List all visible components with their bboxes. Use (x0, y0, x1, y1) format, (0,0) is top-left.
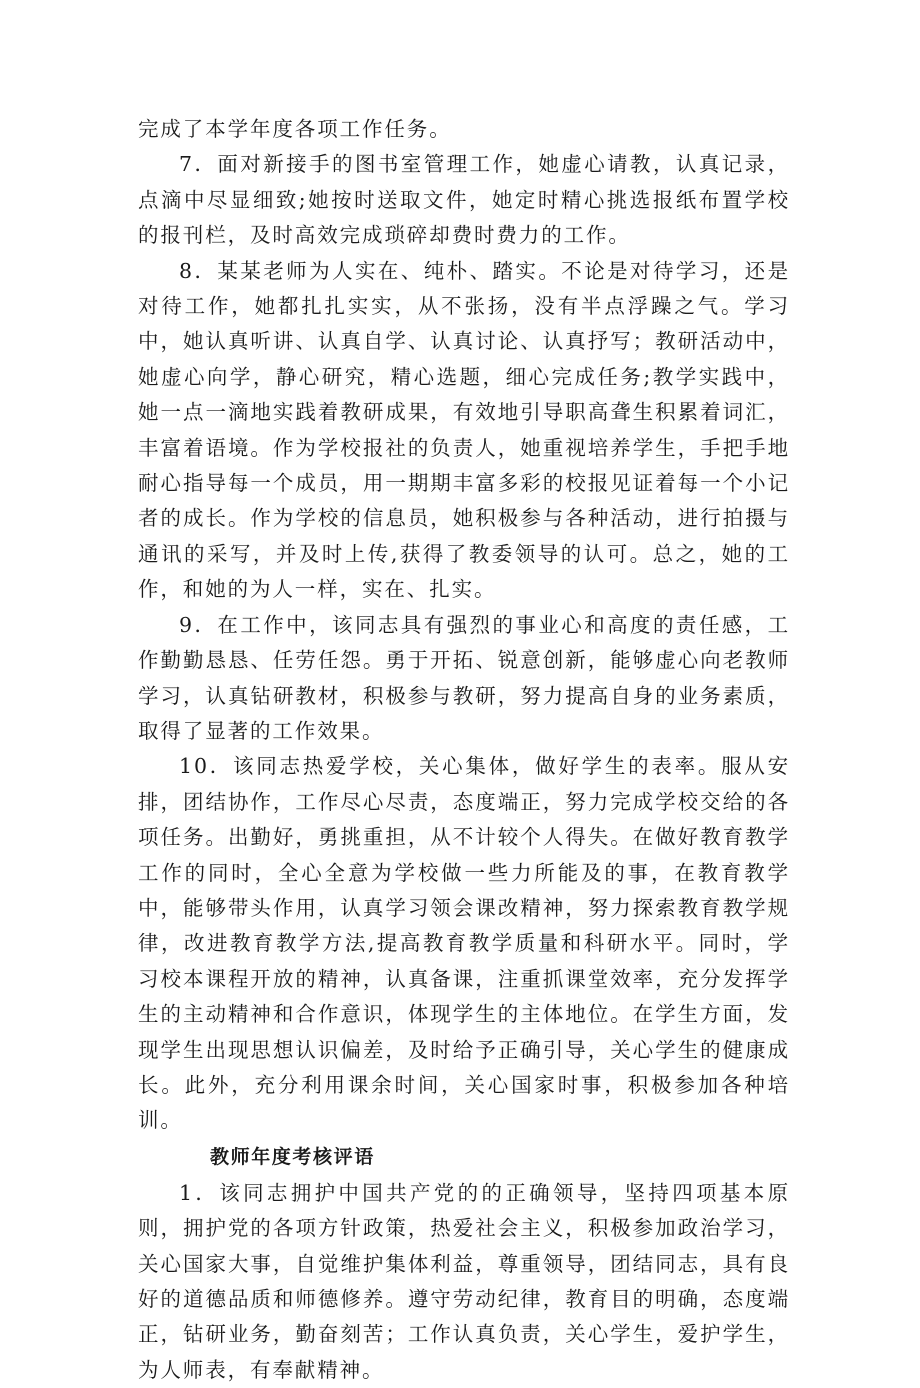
document-body (138, 112, 790, 1388)
paragraph-item-9: 9．在工作中，该同志具有强烈的事业心和高度的责任感，工作勤勤恳恳、任劳任怨。勇于开拓、锐意创新，能够虚心向老教师学习，认真钻研教材，积极参与教研，努力提高自身的业务素质，取得了显著的工作效果。 (138, 612, 790, 743)
paragraph-item-7: 7．面对新接手的图书室管理工作，她虚心请教，认真记录，点滴中尽显细致;她按时送取文件，她定时精心挑选报纸布置学校的报刊栏，及时高效完成琐碎却费时费力的工作。 (138, 152, 790, 248)
paragraph-item-8: 8．某某老师为人实在、纯朴、踏实。不论是对待学习，还是对待工作，她都扎扎实实，从不张扬，没有半点浮躁之气。学习中，她认真听讲、认真自学、认真讨论、认真抒写；教研活动中，她虚心向学，静心研究，精心选题，细心完成任务;教学实践中，她一点一滴地实践着教研成果，有效地引导职高聋生积累着词汇，丰富着语境。作为学校报社的负责人，她重视培养学生，手把手地耐心指导每一个成员，用一期期丰富多彩的校报见证着每一个小记者的成长。作为学校的信息员，她积极参与各种活动，进行拍摄与通讯的采写，并及时上传,获得了教委领导的认可。总之，她的工作，和她的为人一样，实在、扎实。 (138, 258, 790, 602)
paragraph-continuation: 完成了本学年度各项工作任务。 (138, 117, 452, 141)
section-paragraph-item-1: 1．该同志拥护中国共产党的的正确领导，坚持四项基本原则，拥护党的各项方针政策，热爱社会主义，积极参加政治学习，关心国家大事，自觉维护集体利益，尊重领导，团结同志，具有良好的道德品质和师德修养。遵守劳动纪律，教育目的明确，态度端正，钻研业务，勤奋刻苦；工作认真负责，关心学生，爱护学生，为人师表，有奉献精神。 (138, 1180, 790, 1382)
paragraph-item-10: 10．该同志热爱学校，关心集体，做好学生的表率。服从安排，团结协作，工作尽心尽责，态度端正，努力完成学校交给的各项任务。出勤好，勇挑重担，从不计较个人得失。在做好教育教学工作的同时，全心全意为学校做一些力所能及的事，在教育教学中，能够带头作用，认真学习领会课改精神，努力探索教育教学规律，改进教育教学方法,提高教育教学质量和科研水平。同时，学习校本课程开放的精神，认真备课，注重抓课堂效率，充分发挥学生的主动精神和合作意识，体现学生的主体地位。在学生方面，发现学生出现思想认识偏差，及时给予正确引导，关心学生的健康成长。此外，充分利用课余时间，关心国家时事，积极参加各种培训。 (138, 754, 790, 1133)
section-title: 教师年度考核评语 (210, 1145, 375, 1168)
